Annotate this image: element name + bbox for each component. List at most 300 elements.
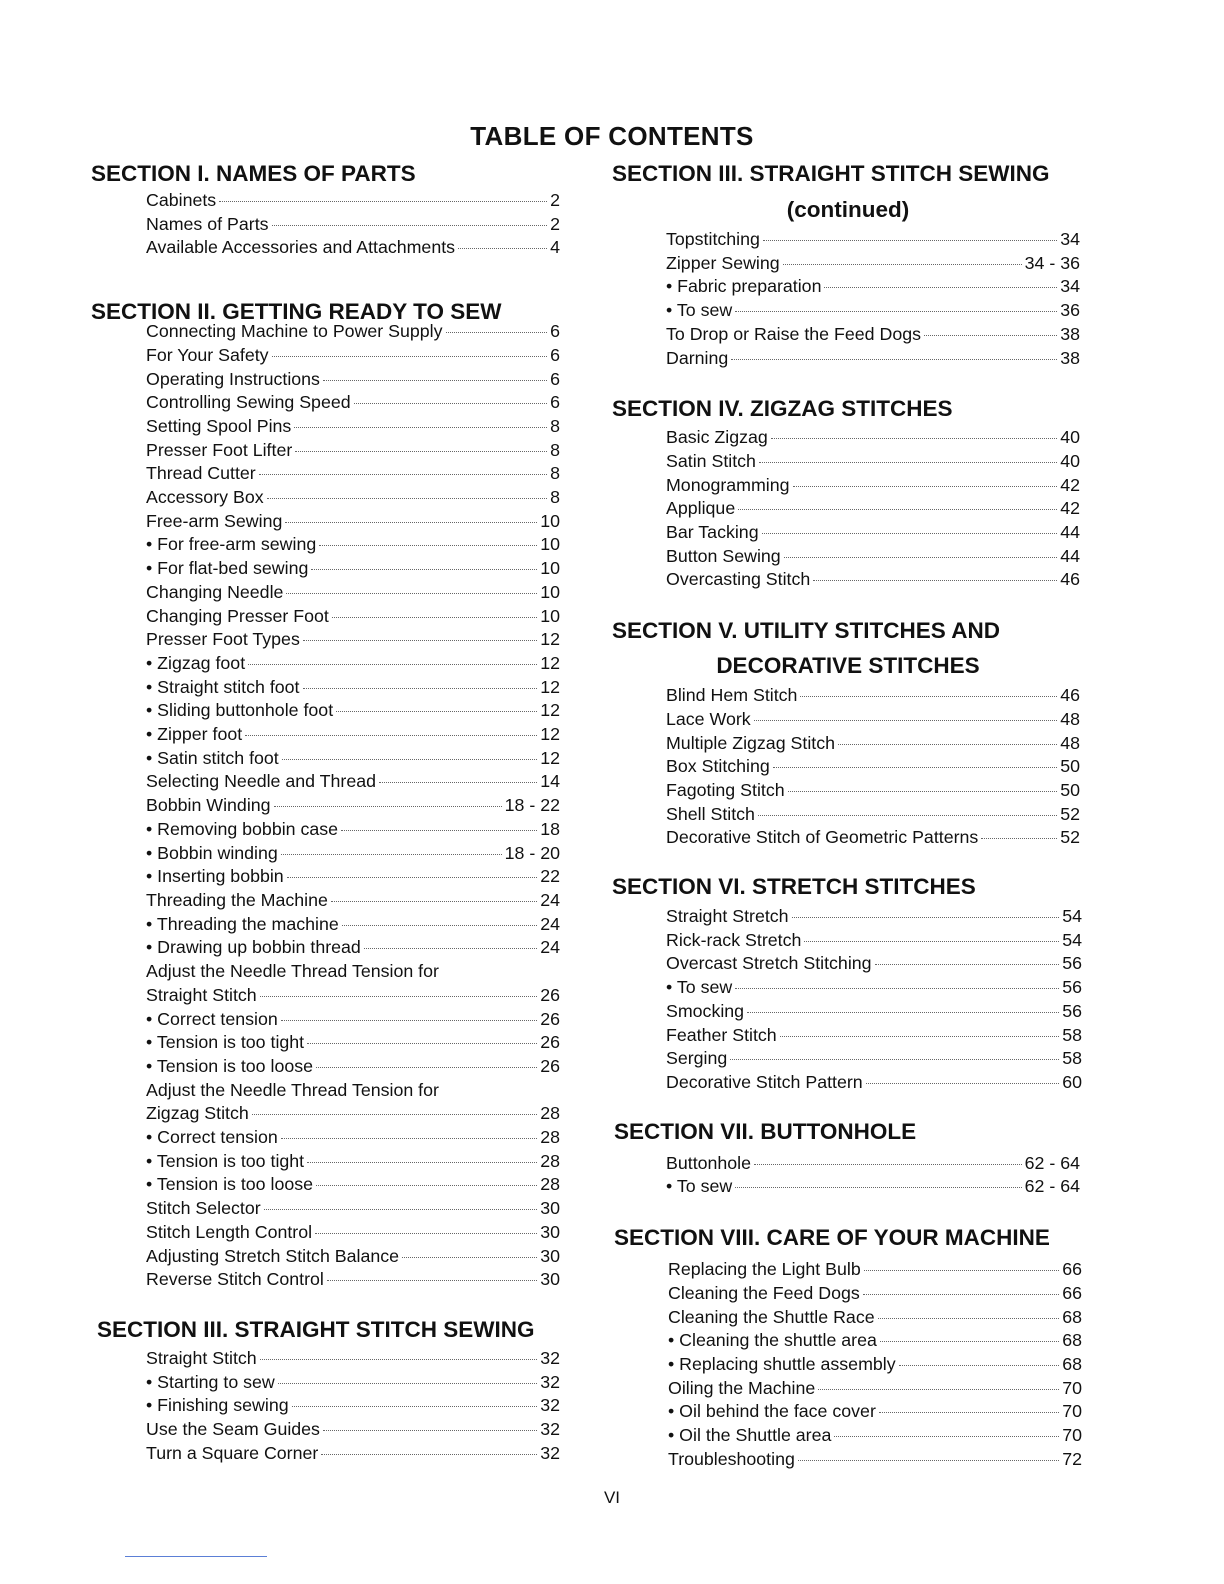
dot-leader bbox=[784, 557, 1058, 558]
dot-leader bbox=[248, 664, 537, 665]
right-column bbox=[608, 160, 1084, 1471]
dot-leader bbox=[342, 925, 537, 926]
dot-leader bbox=[307, 1162, 537, 1163]
entry-page-number: 54 bbox=[1062, 929, 1082, 950]
entry-page-number: 60 bbox=[1062, 1071, 1082, 1092]
toc-entry bbox=[146, 605, 560, 629]
entry-label: • Tension is too tight bbox=[146, 1150, 305, 1171]
dot-leader bbox=[319, 545, 537, 546]
toc-entry bbox=[146, 510, 560, 534]
dot-leader bbox=[866, 1083, 1060, 1084]
entry-page-number: 38 bbox=[1060, 347, 1080, 368]
dot-leader bbox=[303, 640, 537, 641]
entry-label: Changing Presser Foot bbox=[146, 605, 329, 626]
entry-page-number: 32 bbox=[540, 1395, 560, 1416]
section-3-continued bbox=[612, 160, 1084, 370]
entry-page-number: 54 bbox=[1062, 906, 1082, 927]
entry-page-number: 28 bbox=[540, 1150, 560, 1171]
entry-page-number: 68 bbox=[1062, 1330, 1082, 1351]
dot-leader bbox=[771, 438, 1057, 439]
entry-label: Box Stitching bbox=[666, 756, 770, 777]
entry-label: Button Sewing bbox=[666, 545, 781, 566]
entry-label: Setting Spool Pins bbox=[146, 415, 292, 436]
dot-leader bbox=[354, 403, 547, 404]
entry-list bbox=[666, 905, 1082, 1095]
entry-page-number: 6 bbox=[550, 392, 560, 413]
entry-page-number: 12 bbox=[540, 652, 560, 673]
entry-label: Presser Foot Lifter bbox=[146, 439, 293, 460]
toc-entry bbox=[146, 1102, 560, 1126]
dot-leader bbox=[295, 451, 547, 452]
entry-label: Selecting Needle and Thread bbox=[146, 771, 377, 792]
toc-entry bbox=[666, 252, 1080, 276]
toc-entry bbox=[146, 1150, 560, 1174]
entry-page-number: 10 bbox=[540, 605, 560, 626]
dot-leader bbox=[838, 744, 1057, 745]
entry-page-number: 28 bbox=[540, 1103, 560, 1124]
entry-page-number: 10 bbox=[540, 510, 560, 531]
dot-leader bbox=[780, 1036, 1060, 1037]
toc-entry bbox=[146, 747, 560, 771]
toc-entry bbox=[146, 368, 560, 392]
dot-leader bbox=[762, 533, 1058, 534]
toc-entry bbox=[146, 818, 560, 842]
toc-entry bbox=[666, 779, 1080, 803]
dot-leader bbox=[864, 1270, 1059, 1271]
toc-entry bbox=[146, 533, 560, 557]
entry-label: • Zigzag foot bbox=[146, 652, 246, 673]
entry-page-number: 56 bbox=[1062, 1000, 1082, 1021]
entry-page-number: 26 bbox=[540, 984, 560, 1005]
entry-page-number: 12 bbox=[540, 747, 560, 768]
entry-page-number: 40 bbox=[1060, 427, 1080, 448]
dot-leader bbox=[307, 1043, 537, 1044]
dot-leader bbox=[364, 948, 537, 949]
section-title: SECTION II. GETTING READY TO SEW bbox=[91, 299, 502, 325]
dot-leader bbox=[219, 201, 547, 202]
toc-entry bbox=[668, 1306, 1082, 1330]
dot-leader bbox=[332, 617, 537, 618]
toc-entry bbox=[666, 1071, 1082, 1095]
entry-page-number: 24 bbox=[540, 889, 560, 910]
entry-page-number: 8 bbox=[550, 487, 560, 508]
entry-page-number: 34 bbox=[1060, 276, 1080, 297]
toc-entry bbox=[146, 1268, 560, 1292]
toc-entry bbox=[146, 236, 560, 260]
entry-label: • Removing bobbin case bbox=[146, 818, 339, 839]
toc-entry bbox=[146, 1055, 560, 1079]
entry-label: Controlling Sewing Speed bbox=[146, 392, 351, 413]
toc-entry bbox=[146, 439, 560, 463]
entry-label: • Correct tension bbox=[146, 1127, 278, 1148]
dot-leader bbox=[879, 1412, 1059, 1413]
entry-page-number: 10 bbox=[540, 534, 560, 555]
dot-leader bbox=[402, 1257, 537, 1258]
entry-label: • Tension is too tight bbox=[146, 1032, 305, 1053]
dot-leader bbox=[899, 1365, 1060, 1366]
entry-page-number: 44 bbox=[1060, 522, 1080, 543]
dot-leader bbox=[316, 1185, 537, 1186]
dot-leader bbox=[738, 509, 1057, 510]
entry-label: Lace Work bbox=[666, 708, 751, 729]
toc-entry bbox=[666, 521, 1080, 545]
dot-leader bbox=[323, 380, 547, 381]
entry-page-number: 6 bbox=[550, 368, 560, 389]
dot-leader bbox=[788, 791, 1058, 792]
entry-label: Reverse Stitch Control bbox=[146, 1269, 324, 1290]
section-title bbox=[612, 617, 1084, 680]
toc-entry bbox=[146, 628, 560, 652]
entry-label: • Finishing sewing bbox=[146, 1395, 289, 1416]
entry-page-number: 70 bbox=[1062, 1425, 1082, 1446]
toc-entry bbox=[146, 960, 560, 984]
dot-leader bbox=[281, 1138, 537, 1139]
section-8 bbox=[614, 1224, 1084, 1471]
entry-label: • To sew bbox=[666, 300, 733, 321]
toc-entry bbox=[666, 497, 1080, 521]
entry-label: Topstitching bbox=[666, 229, 760, 249]
entry-page-number: 36 bbox=[1060, 300, 1080, 321]
dot-leader bbox=[793, 486, 1058, 487]
entry-list bbox=[146, 320, 560, 1292]
entry-label: Multiple Zigzag Stitch bbox=[666, 732, 835, 753]
entry-label: Accessory Box bbox=[146, 487, 264, 508]
dot-leader bbox=[281, 854, 502, 855]
entry-label: Straight Stitch bbox=[146, 1347, 257, 1368]
entry-label: Straight Stitch bbox=[146, 984, 257, 1005]
toc-entry bbox=[666, 568, 1080, 592]
entry-label: Oiling the Machine bbox=[668, 1377, 816, 1398]
entry-page-number: 58 bbox=[1062, 1048, 1082, 1069]
toc-entry bbox=[666, 826, 1080, 850]
entry-label: Cabinets bbox=[146, 190, 217, 210]
entry-label: • Tension is too loose bbox=[146, 1055, 314, 1076]
entry-label: Stitch Selector bbox=[146, 1198, 261, 1219]
entry-page-number: 68 bbox=[1062, 1306, 1082, 1327]
entry-label: Bar Tacking bbox=[666, 522, 759, 543]
entry-label: Use the Seam Guides bbox=[146, 1419, 320, 1440]
entry-page-number: 18 bbox=[540, 818, 560, 839]
entry-page-number: 32 bbox=[540, 1371, 560, 1392]
toc-entry bbox=[146, 1221, 560, 1245]
dot-leader bbox=[792, 917, 1060, 918]
dot-leader bbox=[804, 941, 1059, 942]
entry-label: To Drop or Raise the Feed Dogs bbox=[666, 323, 921, 344]
dot-leader bbox=[278, 1383, 537, 1384]
entry-page-number: 12 bbox=[540, 676, 560, 697]
entry-label: • Threading the machine bbox=[146, 913, 339, 934]
entry-list bbox=[146, 1347, 560, 1466]
dot-leader bbox=[285, 522, 537, 523]
dot-leader bbox=[458, 248, 547, 249]
toc-entry bbox=[146, 581, 560, 605]
dot-leader bbox=[863, 1294, 1059, 1295]
entry-label: Cleaning the Shuttle Race bbox=[668, 1306, 875, 1327]
entry-page-number: 28 bbox=[540, 1127, 560, 1148]
entry-page-number: 62 - 64 bbox=[1024, 1176, 1080, 1197]
entry-page-number: 46 bbox=[1060, 569, 1080, 590]
entry-page-number: 30 bbox=[540, 1221, 560, 1242]
entry-label: Applique bbox=[666, 498, 736, 519]
entry-page-number: 56 bbox=[1062, 953, 1082, 974]
entry-page-number: 8 bbox=[550, 463, 560, 484]
dot-leader bbox=[735, 1187, 1021, 1188]
entry-page-number: 30 bbox=[540, 1198, 560, 1219]
dot-leader bbox=[798, 1460, 1059, 1461]
toc-entry bbox=[666, 299, 1080, 323]
dot-leader bbox=[747, 1012, 1059, 1013]
dot-leader bbox=[294, 427, 547, 428]
entry-label: • Oil behind the face cover bbox=[668, 1401, 876, 1422]
entry-page-number: 26 bbox=[540, 1032, 560, 1053]
entry-label: Satin Stitch bbox=[666, 450, 756, 471]
entry-label: • Correct tension bbox=[146, 1008, 278, 1029]
entry-label: Decorative Stitch Pattern bbox=[666, 1071, 863, 1092]
section-4 bbox=[612, 395, 1084, 592]
toc-entry bbox=[146, 794, 560, 818]
section-title-line-1: SECTION III. STRAIGHT STITCH SEWING bbox=[612, 161, 1050, 186]
toc-entry bbox=[146, 557, 560, 581]
entry-page-number: 8 bbox=[550, 439, 560, 460]
entry-label: Feather Stitch bbox=[666, 1024, 777, 1045]
entry-page-number: 30 bbox=[540, 1269, 560, 1290]
entry-page-number: 6 bbox=[550, 321, 560, 342]
toc-entry bbox=[146, 889, 560, 913]
section-6 bbox=[612, 873, 1084, 1095]
toc-entry bbox=[146, 415, 560, 439]
entry-list bbox=[666, 684, 1080, 850]
entry-page-number: 40 bbox=[1060, 450, 1080, 471]
section-3 bbox=[97, 1316, 568, 1466]
entry-list bbox=[666, 228, 1080, 370]
entry-label: Adjust the Needle Thread Tension for bbox=[146, 1079, 439, 1100]
toc-entry bbox=[146, 1245, 560, 1269]
toc-entry bbox=[146, 842, 560, 866]
entry-page-number: 26 bbox=[540, 1008, 560, 1029]
entry-page-number: 32 bbox=[540, 1347, 560, 1368]
dot-leader bbox=[336, 711, 537, 712]
entry-label: • Cleaning the shuttle area bbox=[668, 1330, 877, 1351]
entry-page-number: 70 bbox=[1062, 1401, 1082, 1422]
entry-label: Basic Zigzag bbox=[666, 427, 768, 448]
entry-page-number: 12 bbox=[540, 629, 560, 650]
entry-page-number: 24 bbox=[540, 937, 560, 958]
entry-list bbox=[668, 1258, 1082, 1471]
entry-page-number: 2 bbox=[550, 213, 560, 234]
entry-label: Thread Cutter bbox=[146, 463, 256, 484]
entry-label: Zipper Sewing bbox=[666, 252, 780, 273]
entry-label: Straight Stretch bbox=[666, 906, 789, 927]
entry-label: Adjusting Stretch Stitch Balance bbox=[146, 1245, 400, 1266]
toc-entry bbox=[146, 1371, 560, 1395]
entry-label: Serging bbox=[666, 1048, 728, 1069]
entry-page-number: 22 bbox=[540, 866, 560, 887]
section-title: SECTION I. NAMES OF PARTS bbox=[91, 161, 416, 186]
entry-label: Troubleshooting bbox=[668, 1448, 795, 1469]
entry-label: Decorative Stitch of Geometric Patterns bbox=[666, 827, 979, 848]
toc-entry bbox=[146, 344, 560, 368]
section-1 bbox=[91, 160, 568, 260]
entry-label: Fagoting Stitch bbox=[666, 779, 785, 800]
dot-leader bbox=[731, 359, 1057, 360]
toc-entry bbox=[666, 228, 1080, 252]
entry-label: • Oil the Shuttle area bbox=[668, 1425, 832, 1446]
entry-label: Overcasting Stitch bbox=[666, 569, 811, 590]
toc-entry bbox=[146, 1173, 560, 1197]
entry-page-number: 48 bbox=[1060, 708, 1080, 729]
section-title: SECTION VIII. CARE OF YOUR MACHINE bbox=[614, 1225, 1050, 1251]
dot-leader bbox=[316, 1067, 537, 1068]
entry-label: • To sew bbox=[666, 977, 733, 998]
entry-page-number: 42 bbox=[1060, 474, 1080, 495]
dot-leader bbox=[272, 356, 548, 357]
toc-entry bbox=[666, 1152, 1080, 1176]
entry-label: • Tension is too loose bbox=[146, 1174, 314, 1195]
entry-page-number: 42 bbox=[1060, 498, 1080, 519]
entry-page-number: 50 bbox=[1060, 756, 1080, 777]
entry-label: Zigzag Stitch bbox=[146, 1103, 249, 1124]
dot-leader bbox=[331, 901, 537, 902]
entry-list bbox=[666, 426, 1080, 592]
toc-entry bbox=[146, 1079, 560, 1103]
entry-page-number: 4 bbox=[550, 237, 560, 258]
dot-leader bbox=[783, 264, 1022, 265]
entry-label: Free-arm Sewing bbox=[146, 510, 283, 531]
dot-leader bbox=[924, 335, 1057, 336]
dot-leader bbox=[735, 988, 1059, 989]
dot-leader bbox=[754, 1164, 1022, 1165]
dot-leader bbox=[735, 311, 1057, 312]
entry-page-number: 26 bbox=[540, 1055, 560, 1076]
toc-entry bbox=[668, 1400, 1082, 1424]
toc-entry bbox=[146, 1031, 560, 1055]
toc-entry bbox=[146, 865, 560, 889]
toc-entry bbox=[666, 426, 1080, 450]
dot-leader bbox=[327, 1280, 537, 1281]
entry-label: Connecting Machine to Power Supply bbox=[146, 321, 443, 342]
section-7 bbox=[614, 1118, 1084, 1199]
section-5 bbox=[612, 617, 1084, 850]
entry-page-number: 32 bbox=[540, 1442, 560, 1463]
dot-leader bbox=[834, 1436, 1059, 1437]
entry-label: • Satin stitch foot bbox=[146, 747, 279, 768]
toc-entry bbox=[146, 1442, 560, 1466]
entry-page-number: 10 bbox=[540, 558, 560, 579]
entry-label: Available Accessories and Attachments bbox=[146, 237, 456, 258]
toc-entry bbox=[666, 976, 1082, 1000]
entry-label: • Inserting bobbin bbox=[146, 866, 284, 887]
section-title-line-1: SECTION V. UTILITY STITCHES AND bbox=[612, 618, 1000, 644]
dot-leader bbox=[260, 1359, 538, 1360]
dot-leader bbox=[260, 996, 538, 997]
toc-entry bbox=[668, 1377, 1082, 1401]
toc-entry bbox=[146, 1347, 560, 1371]
toc-entry bbox=[666, 755, 1080, 779]
toc-entry bbox=[146, 676, 560, 700]
entry-page-number: 30 bbox=[540, 1245, 560, 1266]
entry-label: • Fabric preparation bbox=[666, 276, 822, 297]
toc-entry bbox=[666, 347, 1080, 371]
dot-leader bbox=[267, 498, 548, 499]
entry-label: Smocking bbox=[666, 1000, 745, 1021]
entry-label: For Your Safety bbox=[146, 344, 269, 365]
entry-label: Buttonhole bbox=[666, 1152, 752, 1173]
toc-entry bbox=[666, 732, 1080, 756]
entry-page-number: 34 bbox=[1060, 229, 1080, 249]
dot-leader bbox=[800, 696, 1057, 697]
dot-leader bbox=[303, 688, 538, 689]
toc-entry bbox=[666, 1175, 1080, 1199]
entry-label: Overcast Stretch Stitching bbox=[666, 953, 872, 974]
dot-leader bbox=[341, 830, 537, 831]
entry-page-number: 38 bbox=[1060, 323, 1080, 344]
entry-label: Monogramming bbox=[666, 474, 790, 495]
toc-entry bbox=[146, 1126, 560, 1150]
entry-label: • Straight stitch foot bbox=[146, 676, 300, 697]
section-subtitle: (continued) bbox=[786, 197, 910, 222]
toc-entry bbox=[668, 1424, 1082, 1448]
section-title: SECTION VI. STRETCH STITCHES bbox=[612, 874, 976, 900]
section-title: SECTION VII. BUTTONHOLE bbox=[614, 1118, 917, 1144]
toc-entry bbox=[666, 275, 1080, 299]
entry-page-number: 48 bbox=[1060, 732, 1080, 753]
entry-page-number: 28 bbox=[540, 1174, 560, 1195]
entry-page-number: 8 bbox=[550, 415, 560, 436]
entry-page-number: 58 bbox=[1062, 1024, 1082, 1045]
dot-leader bbox=[878, 1318, 1060, 1319]
dot-leader bbox=[754, 720, 1058, 721]
page-number: VI bbox=[603, 1488, 621, 1507]
entry-label: Operating Instructions bbox=[146, 368, 320, 389]
dot-leader bbox=[323, 1430, 537, 1431]
entry-page-number: 2 bbox=[550, 190, 560, 210]
dot-leader bbox=[315, 1233, 537, 1234]
toc-entry bbox=[146, 462, 560, 486]
entry-label: Bobbin Winding bbox=[146, 795, 271, 816]
toc-entry bbox=[146, 189, 560, 213]
entry-page-number: 18 - 22 bbox=[504, 795, 560, 816]
entry-page-number: 46 bbox=[1060, 685, 1080, 706]
entry-label: Darning bbox=[666, 347, 729, 368]
entry-page-number: 72 bbox=[1062, 1448, 1082, 1469]
dot-leader bbox=[824, 287, 1057, 288]
dot-leader bbox=[759, 462, 1057, 463]
dot-leader bbox=[286, 593, 537, 594]
dot-leader bbox=[758, 815, 1057, 816]
toc-entry bbox=[666, 474, 1080, 498]
toc-entry bbox=[146, 1418, 560, 1442]
toc-entry bbox=[146, 770, 560, 794]
toc-entry bbox=[666, 952, 1082, 976]
toc-entry bbox=[146, 936, 560, 960]
dot-leader bbox=[818, 1389, 1059, 1390]
dot-leader bbox=[875, 964, 1060, 965]
dot-leader bbox=[981, 838, 1057, 839]
entry-label: Names of Parts bbox=[146, 213, 269, 234]
section-title: SECTION IV. ZIGZAG STITCHES bbox=[612, 396, 953, 422]
entry-label: Changing Needle bbox=[146, 581, 284, 602]
dot-leader bbox=[311, 569, 537, 570]
footer-rule bbox=[125, 1556, 267, 1557]
dot-leader bbox=[763, 240, 1057, 241]
toc-entry bbox=[666, 708, 1080, 732]
toc-entry bbox=[668, 1329, 1082, 1353]
dot-leader bbox=[281, 1020, 537, 1021]
entry-page-number: 52 bbox=[1060, 803, 1080, 824]
entry-page-number: 12 bbox=[540, 700, 560, 721]
toc-entry bbox=[666, 929, 1082, 953]
entry-page-number: 66 bbox=[1062, 1259, 1082, 1280]
